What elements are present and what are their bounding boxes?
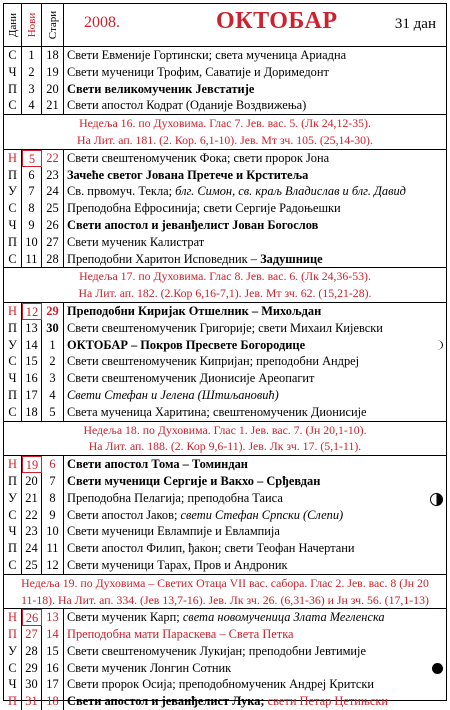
new-date: 20	[22, 473, 42, 490]
old-date: 28	[42, 251, 64, 268]
first-quarter-moon-icon	[436, 340, 443, 350]
full-moon-icon	[432, 663, 443, 674]
old-date: 26	[42, 217, 64, 234]
day-of-week: Ч	[4, 64, 22, 81]
feast-text: Свети мученици Тарах, Пров и Андроник	[67, 557, 288, 572]
old-date: 17	[42, 676, 64, 693]
day-row	[4, 251, 446, 268]
calendar-header	[4, 4, 446, 47]
new-date: 9	[22, 217, 42, 234]
feast-text: Свети апостол Филип, ђакон; свети Теофан Начертани	[67, 541, 355, 556]
day-of-week: С	[4, 251, 22, 268]
feast-text: Зачеће светог Јована Претече и Крститеља	[67, 167, 309, 182]
feast-text: Свети мученици Евлампије и Евлампија	[67, 524, 280, 539]
day-of-week: П	[4, 387, 22, 404]
old-date: 11	[42, 540, 64, 557]
old-date: 16	[42, 660, 64, 677]
new-date: 23	[22, 523, 42, 540]
day-row	[4, 693, 446, 710]
day-of-week: С	[4, 404, 22, 421]
feast-text-main: Св. првомуч. Текла;	[67, 184, 176, 199]
feast-text-secondary: света новомученица Злата Мегленска	[182, 610, 385, 625]
col-new-label: Нови	[25, 12, 38, 38]
new-date: 6	[22, 167, 42, 184]
day-of-week: Ч	[4, 523, 22, 540]
day-row	[4, 81, 446, 98]
old-date: 10	[42, 523, 64, 540]
old-date: 15	[42, 643, 64, 660]
note-line: Недеља 16. по Духовима. Глас 7. Јев. вас. 5. (Лк 24,12-35).	[79, 116, 371, 131]
old-date: 1	[42, 337, 64, 354]
feast-text: Свети свештеномученик Кипријан; преподобни Андреј	[67, 354, 360, 369]
feast-text: Свети свештеномученик Дионисије Ареопагит	[67, 371, 315, 386]
feast-text	[67, 507, 432, 524]
day-row	[4, 167, 446, 184]
feast-text: Свети мученици Трофим, Саватије и Доримедонт	[67, 64, 329, 79]
day-of-week: С	[4, 200, 22, 217]
day-row	[4, 523, 446, 540]
day-of-week: Ч	[4, 676, 22, 693]
full-moon-half-icon	[430, 493, 443, 506]
day-row	[4, 97, 446, 114]
day-row	[4, 200, 446, 217]
day-row	[4, 64, 446, 81]
new-date: 19	[22, 456, 42, 473]
new-date: 15	[22, 353, 42, 370]
new-date: 3	[22, 81, 42, 98]
old-date: 22	[42, 150, 64, 167]
day-row	[4, 557, 446, 574]
day-of-week: С	[4, 507, 22, 524]
old-date: 8	[42, 490, 64, 507]
feast-text: Свети апостол Тома – Томиндан	[67, 457, 248, 472]
col-old-header	[42, 4, 64, 46]
day-row	[4, 183, 446, 200]
new-date: 13	[22, 320, 42, 337]
feast-text-main: Свети апостол и јеванђелист Лука;	[67, 694, 268, 709]
feast-text: Свети великомученик Јевстатије	[67, 81, 255, 96]
old-date: 30	[42, 320, 64, 337]
new-date: 12	[22, 303, 42, 320]
old-date: 7	[42, 473, 64, 490]
new-date: 7	[22, 183, 42, 200]
day-of-week: У	[4, 183, 22, 200]
note-line: Недеља 18. по Духовима. Глас 1. Јев. вас. 7. (Јн 20,1-10).	[83, 422, 367, 437]
old-date: 18	[42, 47, 64, 64]
feast-text: Свети свештеномученик Лукијан; преподобни Јевтимије	[67, 643, 366, 658]
old-date: 19	[42, 64, 64, 81]
feast-text: ОКТОБАР – Покров Пресвете Богородице	[67, 337, 306, 352]
feast-text: Преподобна мати Параскева – Света Петка	[67, 627, 294, 642]
feast-text: Свети мученик Лонгин Сотник	[67, 660, 232, 675]
new-date: 18	[22, 404, 42, 421]
feast-text: Свети пророк Осија; преподобномученик Андреј Критски	[67, 677, 375, 692]
feast-text	[67, 183, 432, 200]
feast-text: Преподобни Киријак Отшелник – Михољдан	[67, 303, 322, 318]
day-row	[4, 404, 446, 421]
sunday-reading-note-3	[4, 422, 446, 457]
feast-text-main: Свети апостол Јаков;	[67, 507, 181, 522]
day-row	[4, 473, 446, 490]
note-line: На Лит. ап. 182. (2.Кор 6,16-7,1). Јев. Мт зч. 62. (15,21-28).	[78, 286, 372, 301]
day-row	[4, 234, 446, 251]
day-row	[4, 217, 446, 234]
day-row	[4, 150, 446, 167]
sunday-reading-note-1	[4, 115, 446, 150]
week-block-1	[4, 47, 446, 115]
feast-text: Свети апостол и јеванђелист Јован Богослов	[67, 217, 319, 232]
new-date: 31	[22, 693, 42, 710]
new-date: 25	[22, 557, 42, 574]
old-date: 9	[42, 507, 64, 524]
feast-text: Свети свештеномученик Фока; свети пророк Јона	[67, 150, 330, 165]
col-days-label: Дани	[6, 12, 19, 38]
calendar-page	[3, 3, 447, 709]
day-row	[4, 660, 446, 677]
day-row	[4, 609, 446, 626]
feast-text: Свети мученици Сергије и Вакхо – Срђевдан	[67, 473, 321, 488]
new-date: 1	[22, 47, 42, 64]
day-row	[4, 676, 446, 693]
old-date: 2	[42, 353, 64, 370]
old-date: 25	[42, 200, 64, 217]
feast-text: Свети свештеномученик Григорије; свети Михаил Кијевски	[67, 320, 383, 335]
new-date: 17	[22, 387, 42, 404]
old-date: 4	[42, 387, 64, 404]
new-date: 16	[22, 370, 42, 387]
new-date: 26	[22, 609, 42, 626]
day-row	[4, 456, 446, 473]
day-of-week: П	[4, 540, 22, 557]
day-of-week: У	[4, 337, 22, 354]
sunday-reading-note-4	[4, 575, 446, 610]
feast-text-main: Свети мученик Карп;	[67, 610, 183, 625]
month-title: ОКТОБАР	[216, 8, 338, 34]
day-row	[4, 337, 446, 354]
new-date: 30	[22, 676, 42, 693]
new-date: 22	[22, 507, 42, 524]
old-date: 18	[42, 693, 64, 710]
day-of-week: Н	[4, 150, 22, 167]
day-row	[4, 353, 446, 370]
feast-text	[67, 251, 432, 268]
day-of-week: У	[4, 490, 22, 507]
day-row	[4, 626, 446, 643]
old-date: 27	[42, 234, 64, 251]
new-date: 28	[22, 643, 42, 660]
day-row	[4, 643, 446, 660]
col-days-header	[4, 4, 22, 46]
day-of-week: П	[4, 626, 22, 643]
note-line: 11-18). На Лит. ап. 334. (Јев 13,7-16). Јев. Лк зч. 26. (6,31-36) и Јн зч. 56. (17,1-13)	[21, 592, 429, 607]
day-of-week: П	[4, 693, 22, 710]
feast-text: Преподобна Ефросинија; свети Сергије Радоњешки	[67, 201, 341, 216]
old-date: 5	[42, 404, 64, 421]
day-row	[4, 47, 446, 64]
old-date: 14	[42, 626, 64, 643]
new-date: 4	[22, 97, 42, 114]
day-of-week: П	[4, 473, 22, 490]
day-row	[4, 540, 446, 557]
old-date: 12	[42, 557, 64, 574]
old-date: 20	[42, 81, 64, 98]
day-of-week: Н	[4, 609, 22, 626]
note-line: На Лит. ап. 188. (2. Кор 9,6-11). Јев. Лк зч. 17. (5,1-11).	[88, 439, 362, 454]
day-of-week: Н	[4, 303, 22, 320]
day-of-week: П	[4, 234, 22, 251]
feast-text-main: Преподобни Харитон Исповедник –	[67, 251, 261, 266]
feast-text: Свети апостол Кодрат (Оданије Воздвижења)	[67, 98, 307, 113]
sunday-reading-note-2	[4, 268, 446, 303]
old-date: 6	[42, 456, 64, 473]
note-line: Недеља 19. по Духовима – Светих Отаца VII вас. сабора. Глас 2. Јев. вас. 8 (Јн 20	[21, 575, 429, 590]
week-block-2	[4, 150, 446, 269]
old-date: 21	[42, 97, 64, 114]
new-date: 29	[22, 660, 42, 677]
old-date: 24	[42, 183, 64, 200]
day-of-week: У	[4, 643, 22, 660]
day-of-week: С	[4, 557, 22, 574]
feast-text-secondary: блг. Симон, св. краљ Владислав и блг. Давид	[175, 184, 406, 199]
day-of-week: С	[4, 47, 22, 64]
feast-text: Света мученица Харитина; свештеномученик Дионисије	[67, 404, 367, 419]
day-of-week: Н	[4, 456, 22, 473]
old-date: 29	[42, 303, 64, 320]
new-date: 2	[22, 64, 42, 81]
feast-text: Свети Евменије Гортински; света мученица Ариадна	[67, 48, 347, 62]
day-row	[4, 387, 446, 404]
old-date: 13	[42, 609, 64, 626]
new-date: 27	[22, 626, 42, 643]
new-date: 5	[22, 150, 42, 167]
old-date: 23	[42, 167, 64, 184]
week-block-4	[4, 456, 446, 575]
new-date: 14	[22, 337, 42, 354]
new-date: 10	[22, 234, 42, 251]
day-of-week: П	[4, 320, 22, 337]
day-of-week: Ч	[4, 370, 22, 387]
day-row	[4, 490, 446, 507]
note-line: На Лит. ап. 181. (2. Кор. 6,1-10). Јев. Мт зч. 105. (25,14-30).	[77, 132, 373, 147]
feast-text	[67, 609, 432, 626]
day-row	[4, 370, 446, 387]
feast-text	[67, 693, 432, 710]
feast-text-secondary: свети Петар Цетињски	[267, 694, 388, 709]
new-date: 24	[22, 540, 42, 557]
new-date: 8	[22, 200, 42, 217]
day-of-week: С	[4, 660, 22, 677]
note-line: Недеља 17. по Духовима. Глас 8. Јев. вас. 6. (Лк 24,36-53).	[79, 269, 371, 284]
day-of-week: Ч	[4, 217, 22, 234]
col-old-label: Стари	[46, 10, 59, 40]
col-new-header	[22, 4, 42, 46]
feast-text-secondary: Задушнице	[260, 251, 323, 266]
old-date: 3	[42, 370, 64, 387]
day-row	[4, 320, 446, 337]
day-of-week: П	[4, 81, 22, 98]
day-of-week: С	[4, 97, 22, 114]
day-of-week: П	[4, 167, 22, 184]
days-count: 31 дан	[394, 16, 436, 32]
year-label: 2008.	[84, 14, 120, 31]
feast-text: Свети Стефан и Јелена (Штиљановић)	[67, 387, 279, 402]
week-block-5	[4, 609, 446, 710]
day-row	[4, 507, 446, 524]
feast-text: Свети мученик Калистрат	[67, 234, 205, 249]
new-date: 21	[22, 490, 42, 507]
new-date: 11	[22, 251, 42, 268]
day-of-week: С	[4, 353, 22, 370]
feast-text: Преподобна Пелагија; преподобна Таиса	[67, 490, 283, 505]
day-row	[4, 303, 446, 320]
week-block-3	[4, 303, 446, 422]
feast-text-secondary: свети Стефан Српски (Слепи)	[180, 507, 344, 522]
